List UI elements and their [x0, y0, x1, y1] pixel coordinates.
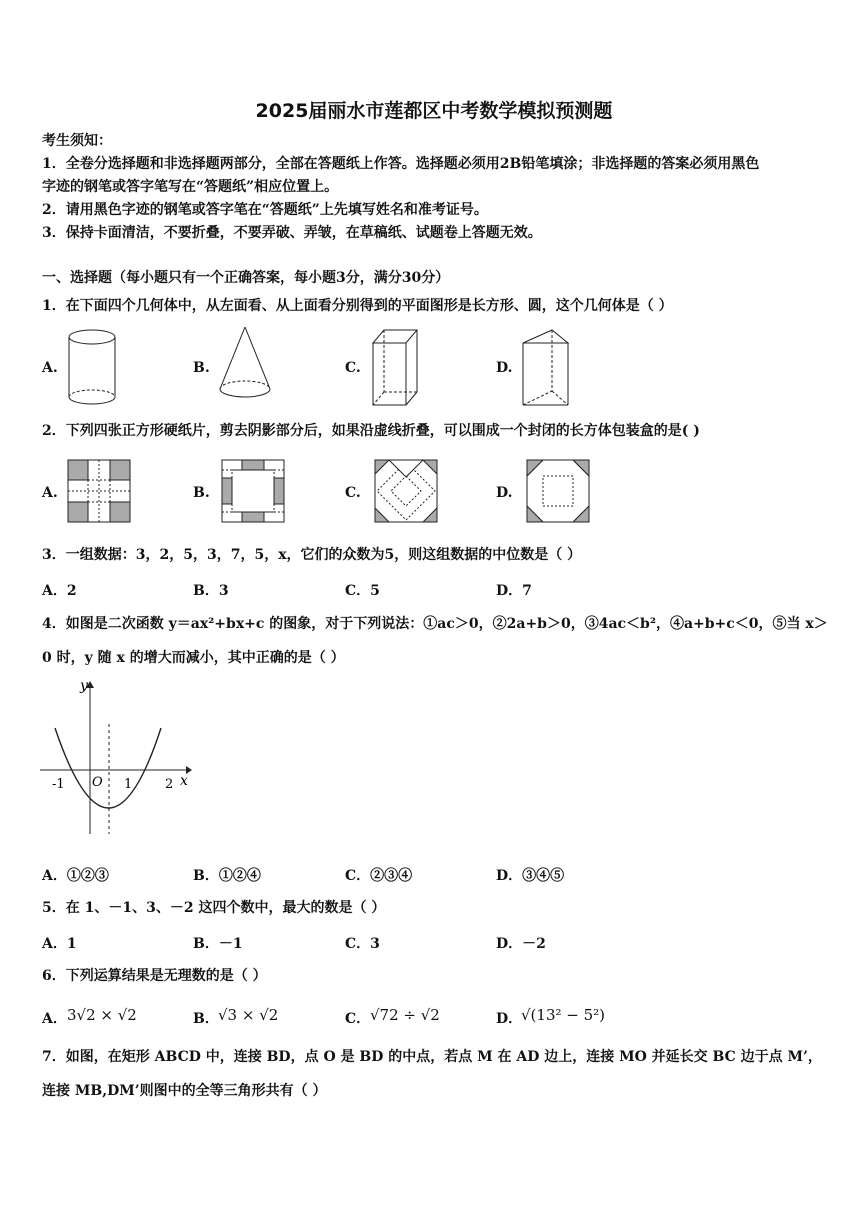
q6-stem: 6．下列运算结果是无理数的是（ ） — [42, 968, 267, 984]
q1-label-d: D. — [496, 360, 513, 376]
section-heading: 一、选择题（每小题只有一个正确答案，每小题3分，满分30分） — [42, 270, 450, 286]
graph-tick-2: 2 — [165, 777, 174, 792]
q1-label-c: C. — [345, 360, 361, 376]
q3-option-b: B．3 — [193, 583, 229, 599]
q1-label-a: A. — [42, 360, 58, 376]
q4-option-d: D．③④⑤ — [496, 868, 565, 884]
graph-tick-1: 1 — [124, 777, 133, 792]
paper-a-figure — [68, 460, 130, 522]
notice-line-2: 2．请用黑色字迹的钢笔或答字笔在“答题纸”上先填写姓名和准考证号。 — [42, 202, 488, 218]
q2-label-b: B. — [193, 485, 210, 501]
notice-line-1b: 字迹的钢笔或答字笔写在“答题纸”相应位置上。 — [42, 179, 339, 195]
q4-option-a: A．①②③ — [42, 868, 109, 884]
q6-expr-a: 3√2 × √2 — [67, 1006, 137, 1024]
prism-figure — [518, 325, 588, 410]
q4-option-b: B．①②④ — [193, 868, 261, 884]
q1-label-b: B. — [193, 360, 210, 376]
cone-figure — [212, 325, 282, 410]
paper-b-figure — [222, 460, 284, 522]
q6-label-a: A． — [42, 1011, 67, 1027]
paper-c-figure — [375, 460, 437, 522]
q6-label-d: D． — [496, 1011, 523, 1027]
q3-option-a: A．2 — [42, 583, 77, 599]
page-title: 2025届丽水市莲都区中考数学模拟预测题 — [255, 100, 613, 122]
q5-stem: 5．在 1、－1、3、－2 这四个数中，最大的数是（ ） — [42, 900, 386, 916]
q2-label-a: A. — [42, 485, 58, 501]
q1-stem: 1．在下面四个几何体中，从左面看、从上面看分别得到的平面图形是长方形、圆，这个几何体是（ ） — [42, 298, 673, 314]
graph-x-label: x — [180, 773, 188, 789]
q5-option-a: A．1 — [42, 936, 77, 952]
q5-option-d: D．－2 — [496, 936, 546, 952]
q7-stem-line2: 连接 MB,DM’则图中的全等三角形共有（ ） — [42, 1083, 327, 1099]
q5-option-b: B．－1 — [193, 936, 243, 952]
q3-option-c: C．5 — [345, 583, 380, 599]
graph-origin-label: O — [92, 775, 103, 790]
q2-stem: 2．下列四张正方形硬纸片，剪去阴影部分后，如果沿虚线折叠，可以围成一个封闭的长方体包装盒的是( ) — [42, 423, 700, 439]
graph-tick-neg1: -1 — [52, 777, 65, 792]
q4-stem-line1: 4．如图是二次函数 y＝ax²+bx+c 的图象，对于下列说法：①ac＞0，②2a+b＞0，③4ac＜b²，④a+b+c＜0，⑤当 x＞ — [42, 616, 828, 632]
q7-stem-line1: 7．如图，在矩形 ABCD 中，连接 BD，点 O 是 BD 的中点，若点 M 在 AD 边上，连接 MO 并延长交 BC 边于点 M’， — [42, 1049, 822, 1065]
q2-label-c: C. — [345, 485, 361, 501]
paper-d-figure — [527, 460, 589, 522]
q6-expr-c: √72 ÷ √2 — [370, 1006, 440, 1024]
q5-option-c: C．3 — [345, 936, 380, 952]
notice-heading: 考生须知： — [42, 133, 112, 149]
graph-y-label: y — [80, 678, 88, 694]
q6-label-b: B． — [193, 1011, 219, 1027]
q2-label-d: D. — [496, 485, 513, 501]
q6-label-c: C． — [345, 1011, 371, 1027]
cuboid-figure — [368, 325, 438, 410]
q3-stem: 3．一组数据：3，2，5，3，7，5，x，它们的众数为5，则这组数据的中位数是（ ） — [42, 547, 582, 563]
notice-line-3: 3．保持卡面清洁，不要折叠，不要弄破、弄皱，在草稿纸、试题卷上答题无效。 — [42, 225, 542, 241]
cylinder-figure — [60, 325, 130, 410]
q6-expr-d: √(13² − 5²) — [521, 1006, 606, 1024]
q4-stem-line2: 0 时，y 随 x 的增大而减小，其中正确的是（ ） — [42, 650, 345, 666]
notice-line-1a: 1．全卷分选择题和非选择题两部分，全部在答题纸上作答。选择题必须用2B铅笔填涂；非选择题的答案必须用黑色 — [42, 156, 760, 172]
parabola-graph — [38, 676, 198, 836]
q4-option-c: C．②③④ — [345, 868, 413, 884]
q6-expr-b: √3 × √2 — [218, 1006, 279, 1024]
q3-option-d: D．7 — [496, 583, 532, 599]
